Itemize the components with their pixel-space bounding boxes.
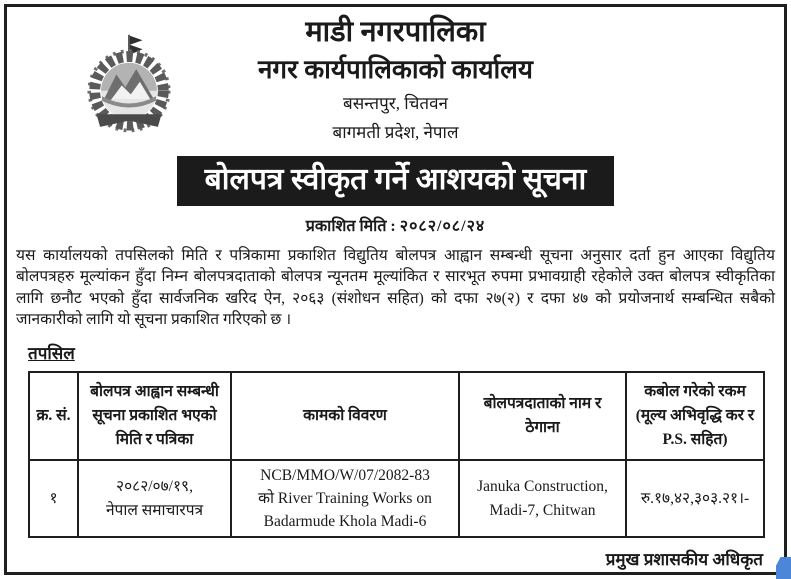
published-date-value: २०८२/०८/२४ (399, 217, 486, 235)
col-header-notice-line: सूचना प्रकाशित भएको (92, 406, 217, 424)
mountain-emblem-icon (83, 33, 175, 145)
notice-title: बोलपत्र स्वीकृत गर्ने आशयको सूचना (204, 162, 587, 196)
cell-notice-date-line: नेपाल समाचारपत्र (105, 501, 204, 519)
published-date-label: प्रकाशित मिति : (305, 217, 396, 235)
col-header-bidder-line: ठेगाना (525, 418, 560, 436)
table-row (29, 460, 764, 538)
cell-bidder (459, 460, 626, 538)
municipality-emblem-logo (83, 33, 175, 145)
document-border-frame (4, 4, 787, 575)
col-header-notice-line: बोलपत्र आह्वान सम्बन्धी (90, 382, 219, 400)
cell-work-line: को River Training Works on (258, 489, 432, 507)
cell-bidder-line: Januka Construction, (477, 478, 608, 496)
tender-table (28, 371, 765, 539)
table-header-row (29, 372, 764, 460)
cell-work-line: Badarmude Khola Madi-6 (263, 513, 427, 531)
col-header-notice (78, 372, 231, 460)
published-date-row (7, 214, 784, 236)
cell-work-line: NCB/MMO/W/07/2082-83 (260, 466, 430, 484)
cell-sn: १ (29, 460, 78, 538)
cell-amount: रु.१७,४२,३०३.२१।- (626, 460, 764, 538)
office-name: नगर कार्यपालिकाको कार्यालय (258, 55, 533, 85)
address-line-2: बागमती प्रदेश, नेपाल (332, 123, 459, 143)
cell-bidder-line: Madi-7, Chitwan (489, 501, 596, 519)
address-line-1: बसन्तपुर, चितवन (342, 94, 448, 114)
notice-paragraph: यस कार्यालयको तपसिलको मिति र पत्रिकामा प्रकाशित विद्युतिय बोलपत्र आह्वान सम्बन्धी सूचना अनुसार दर्ता हुन आएका विद्युतिय बोलपत्रहरु मूल्यांकन हुँदा निम्न बोलपत्रदाताको बोलपत्र न्यूनतम मूल्यांकित र सारभूत रुपमा प्रभावग्राही रहेकोले उक्त बोलपत्र स्वीकृतिका लागि छनौट भएको हुँदा सार्वजनिक खरिद ऐन, २०६३ (संशोधन सहित) को दफा २७(२) र दफा ४७ को प्रयोजनार्थ सम्बन्धित सबैको जानकारीको लागि यो सूचना प्रकाशित गरिएको छ । (16, 246, 775, 329)
col-header-amount (626, 372, 764, 460)
col-header-notice-line: मिति र पत्रिका (115, 430, 194, 448)
col-header-amount-line: P.S. सहित) (662, 430, 728, 448)
municipality-name: माडी नगरपालिका (305, 16, 486, 48)
col-header-bidder (459, 372, 626, 460)
col-header-amount-line: कबोल गरेको रकम (644, 382, 746, 400)
col-header-work: कामको विवरण (231, 372, 459, 460)
col-header-bidder-line: बोलपत्रदाताको नाम र (483, 394, 602, 412)
col-header-sn: क्र. सं. (29, 372, 78, 460)
notice-title-banner (177, 156, 615, 206)
cell-notice-date (78, 460, 231, 538)
cell-work-description (231, 460, 459, 538)
signatory-title: प्रमुख प्रशासकीय अधिकृत (605, 550, 763, 570)
cell-notice-date-line: २०८२/०७/१९, (116, 478, 193, 496)
table-caption: तपसिल (28, 343, 75, 363)
col-header-amount-line: (मूल्य अभिवृद्धि कर र (635, 406, 755, 424)
